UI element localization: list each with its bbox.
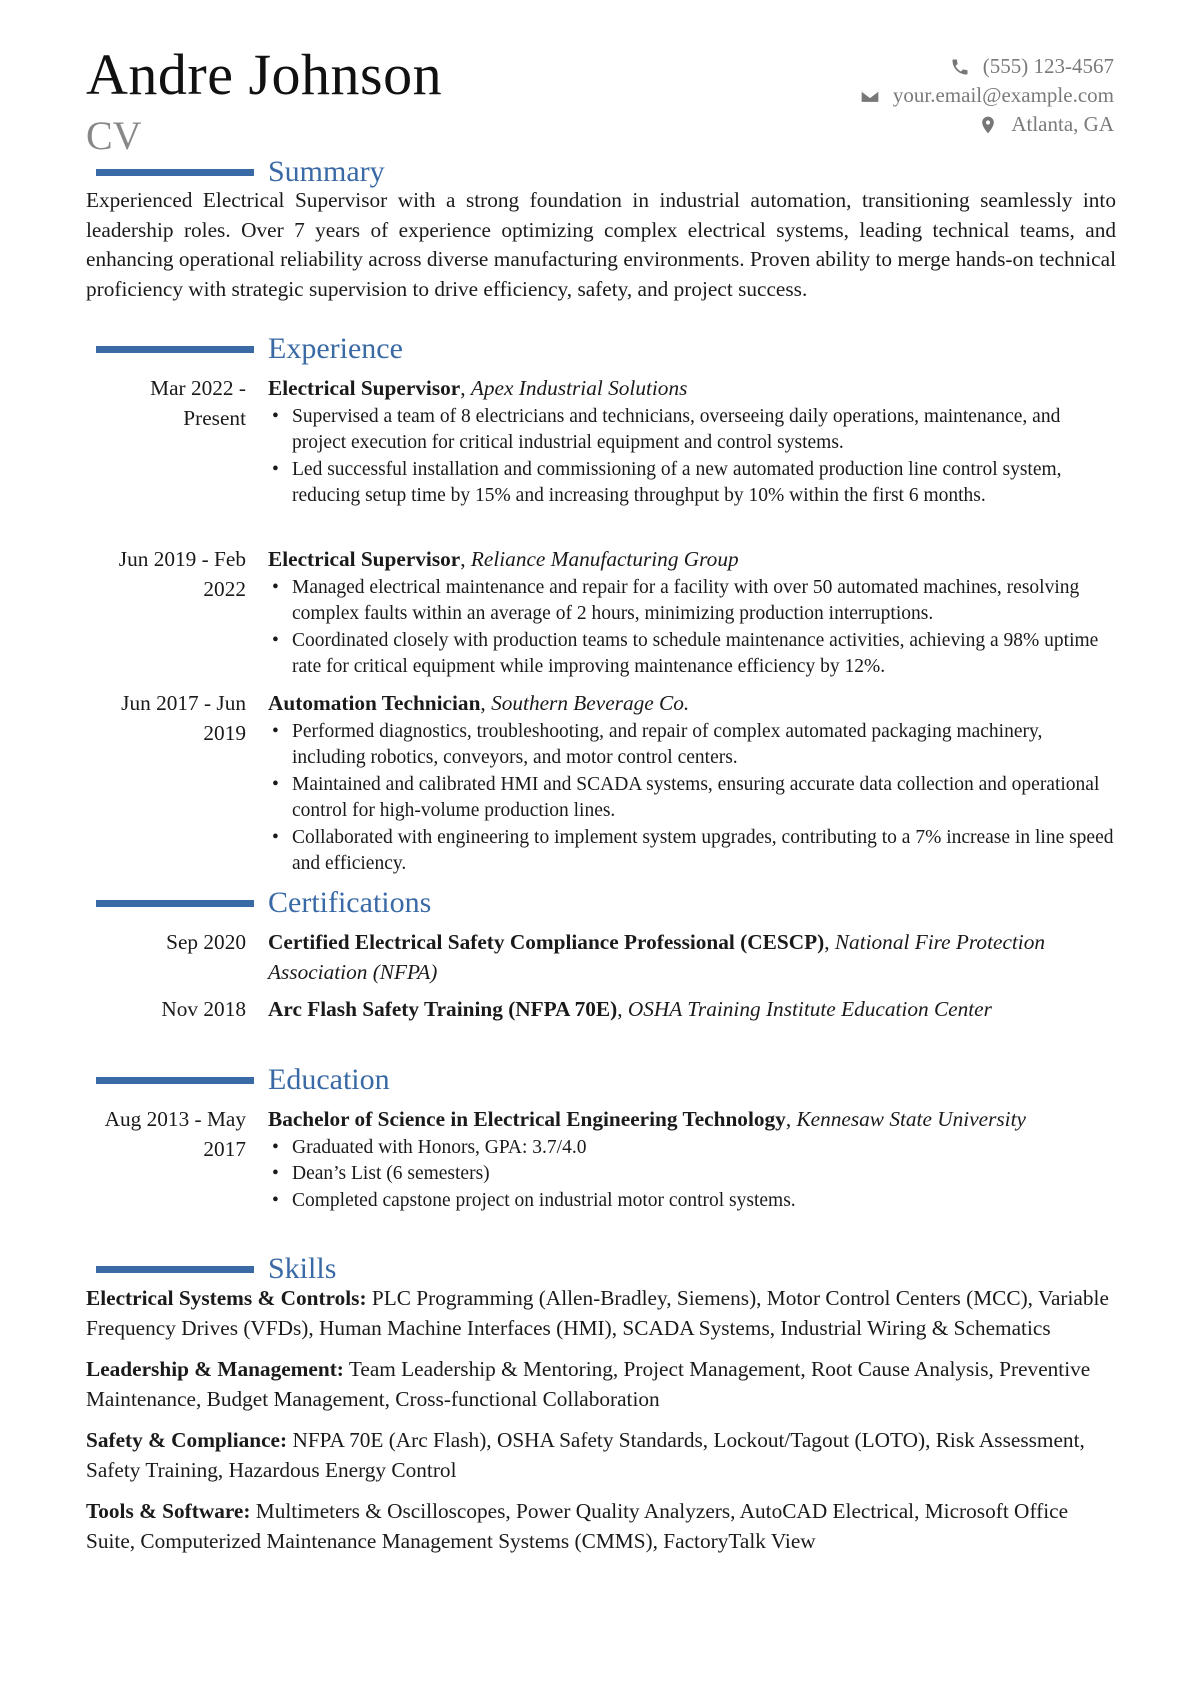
certification-entry: Sep 2020 Certified Electrical Safety Compliance Professional (CESCP), National Fire Protection Association (NFPA) bbox=[86, 928, 1116, 987]
entry-bullet: • Coordinated closely with production teams to schedule maintenance activities, achieving a 98% uptime rate for critical equipment while improving maintenance efficiency by 12%. bbox=[268, 628, 1116, 681]
entry-title: Certified Electrical Safety Compliance Professional (CESCP) bbox=[268, 930, 825, 954]
entry-bullet: • Graduated with Honors, GPA: 3.7/4.0 bbox=[268, 1135, 1116, 1162]
entry-org: National Fire Protection Association (NFPA) bbox=[268, 930, 1046, 984]
entry-date: Jun 2019 - Feb 2022 bbox=[118, 547, 246, 601]
section-bar bbox=[96, 169, 254, 176]
entry-bullet: • Dean’s List (6 semesters) bbox=[268, 1161, 1116, 1188]
envelope-icon bbox=[859, 85, 881, 107]
skill-label: Safety & Compliance: bbox=[86, 1428, 288, 1452]
section-bar bbox=[96, 900, 254, 907]
entry-title: Electrical Supervisor bbox=[268, 547, 461, 571]
entry-org: Southern Beverage Co. bbox=[491, 691, 690, 715]
skill-row bbox=[86, 1284, 1116, 1343]
section-bar bbox=[96, 346, 254, 353]
contact-phone[interactable] bbox=[859, 52, 1114, 81]
phone-icon bbox=[949, 56, 971, 78]
entry-date: Jun 2017 - Jun 2019 bbox=[121, 691, 246, 745]
contact-block bbox=[859, 52, 1114, 139]
entry-date: Aug 2013 - May 2017 bbox=[104, 1107, 246, 1161]
skills-list bbox=[86, 1284, 1116, 1568]
skill-row bbox=[86, 1497, 1116, 1556]
section-skills-header bbox=[96, 1252, 336, 1286]
section-certifications-header bbox=[96, 886, 431, 920]
entry-bullet: • Led successful installation and commissioning of a new automated production line control system, reducing setup time by 15% and increasing throughput by 10% within the first 6 months. bbox=[268, 457, 1116, 510]
entry-date: Nov 2018 bbox=[161, 997, 246, 1021]
skill-label: Electrical Systems & Controls: bbox=[86, 1286, 367, 1310]
skill-value: PLC Programming (Allen-Bradley, Siemens), Motor Control Centers (MCC), Variable Frequency Drives (VFDs), Human Machine Interfaces (HMI), SCADA Systems, Industrial Wiring & Schematics bbox=[86, 1286, 1109, 1340]
section-summary-header bbox=[96, 155, 385, 189]
person-name: Andre Johnson bbox=[86, 42, 443, 107]
section-title-skills: Skills bbox=[268, 1252, 337, 1285]
skill-value: Team Leadership & Mentoring, Project Management, Root Cause Analysis, Preventive Maintenance, Budget Management, Cross-functional Collaboration bbox=[86, 1357, 1091, 1411]
section-bar bbox=[96, 1266, 254, 1273]
skill-row bbox=[86, 1355, 1116, 1414]
entry-org: OSHA Training Institute Education Center bbox=[627, 997, 992, 1021]
skill-label: Tools & Software: bbox=[86, 1499, 251, 1523]
experience-entry: Mar 2022 - Present Electrical Supervisor, Apex Industrial Solutions • Supervised a team of 8 electricians and technicians, overseeing daily operations, maintenance, and project execution for critical industrial equipment and control systems. • Led successful installation and commissioning of a new automated production line control system, reducing setup time by 15% and increasing throughput by 10% within the first 6 months. bbox=[86, 374, 1116, 510]
entry-bullet: • Performed diagnostics, troubleshooting, and repair of complex automated packaging machinery, including robotics, conveyors, and motor control centers. bbox=[268, 719, 1116, 772]
entry-title: Electrical Supervisor bbox=[268, 376, 461, 400]
experience-entry: Jun 2017 - Jun 2019 Automation Technician, Southern Beverage Co. • Performed diagnostics, troubleshooting, and repair of complex automated packaging machinery, including robotics, conveyors, and motor control centers. • Maintained and calibrated HMI and SCADA systems, ensuring accurate data collection and operational control for high-volume production lines. • Collaborated with engineering to implement system upgrades, contributing to a 7% increase in line speed and efficiency. bbox=[86, 689, 1116, 878]
map-pin-icon bbox=[977, 114, 999, 136]
entry-date: Sep 2020 bbox=[166, 930, 246, 954]
skill-value: Multimeters & Oscilloscopes, Power Quality Analyzers, AutoCAD Electrical, Microsoft Office Suite, Computerized Maintenance Management Systems (CMMS), FactoryTalk View bbox=[86, 1499, 1069, 1553]
entry-title: Arc Flash Safety Training (NFPA 70E) bbox=[268, 997, 618, 1021]
contact-email[interactable] bbox=[859, 81, 1114, 110]
email-text: your.email@example.com bbox=[892, 83, 1114, 107]
entry-date: Mar 2022 - Present bbox=[150, 376, 246, 430]
entry-bullet: • Supervised a team of 8 electricians and technicians, overseeing daily operations, maintenance, and project execution for critical industrial equipment and control systems. bbox=[268, 404, 1116, 457]
entry-title: Bachelor of Science in Electrical Engineering Technology bbox=[268, 1107, 786, 1131]
section-bar bbox=[96, 1077, 254, 1084]
location-text: Atlanta, GA bbox=[1011, 112, 1114, 136]
document-label: CV bbox=[86, 113, 142, 158]
certification-entry: Nov 2018 Arc Flash Safety Training (NFPA 70E), OSHA Training Institute Education Center bbox=[86, 995, 1116, 1025]
entry-bullet: • Maintained and calibrated HMI and SCADA systems, ensuring accurate data collection and operational control for high-volume production lines. bbox=[268, 772, 1116, 825]
section-title-summary: Summary bbox=[268, 155, 385, 188]
entry-org: Apex Industrial Solutions bbox=[470, 376, 688, 400]
section-education-header bbox=[96, 1063, 390, 1097]
education-entry: Aug 2013 - May 2017 Bachelor of Science in Electrical Engineering Technology, Kennesaw State University • Graduated with Honors, GPA: 3.7/4.0 • Dean’s List (6 semesters) • Completed capstone project on industrial motor control systems. bbox=[86, 1105, 1116, 1214]
phone-text: (555) 123-4567 bbox=[982, 54, 1114, 78]
entry-title: Automation Technician bbox=[268, 691, 481, 715]
skill-row bbox=[86, 1426, 1116, 1485]
entry-bullet: • Managed electrical maintenance and repair for a facility with over 50 automated machines, resolving complex faults within an average of 2 hours, minimizing production interruptions. bbox=[268, 575, 1116, 628]
contact-location bbox=[859, 110, 1114, 139]
section-title-experience: Experience bbox=[268, 332, 403, 365]
section-title-certifications: Certifications bbox=[268, 886, 432, 919]
summary-text: Experienced Electrical Supervisor with a strong foundation in industrial automation, transitioning seamlessly into leadership roles. Over 7 years of experience optimizing complex electrical systems, leading technical teams, and enhancing operational reliability across diverse manufacturing environments. Proven ability to merge hands-on technical proficiency with strategic supervision to drive efficiency, safety, and project success. bbox=[86, 188, 1116, 301]
section-title-education: Education bbox=[268, 1063, 390, 1096]
entry-org: Kennesaw State University bbox=[796, 1107, 1026, 1131]
entry-org: Reliance Manufacturing Group bbox=[470, 547, 739, 571]
skill-value: NFPA 70E (Arc Flash), OSHA Safety Standards, Lockout/Tagout (LOTO), Risk Assessment, Safety Training, Hazardous Energy Control bbox=[86, 1428, 1085, 1482]
entry-bullet: • Collaborated with engineering to implement system upgrades, contributing to a 7% increase in line speed and efficiency. bbox=[268, 825, 1116, 878]
experience-entry: Jun 2019 - Feb 2022 Electrical Supervisor, Reliance Manufacturing Group • Managed electrical maintenance and repair for a facility with over 50 automated machines, resolving complex faults within an average of 2 hours, minimizing production interruptions. • Coordinated closely with production teams to schedule maintenance activities, achieving a 98% uptime rate for critical equipment while improving maintenance efficiency by 12%. bbox=[86, 545, 1116, 681]
skill-label: Leadership & Management: bbox=[86, 1357, 344, 1381]
section-experience-header bbox=[96, 332, 403, 366]
entry-bullet: • Completed capstone project on industrial motor control systems. bbox=[268, 1188, 1116, 1215]
